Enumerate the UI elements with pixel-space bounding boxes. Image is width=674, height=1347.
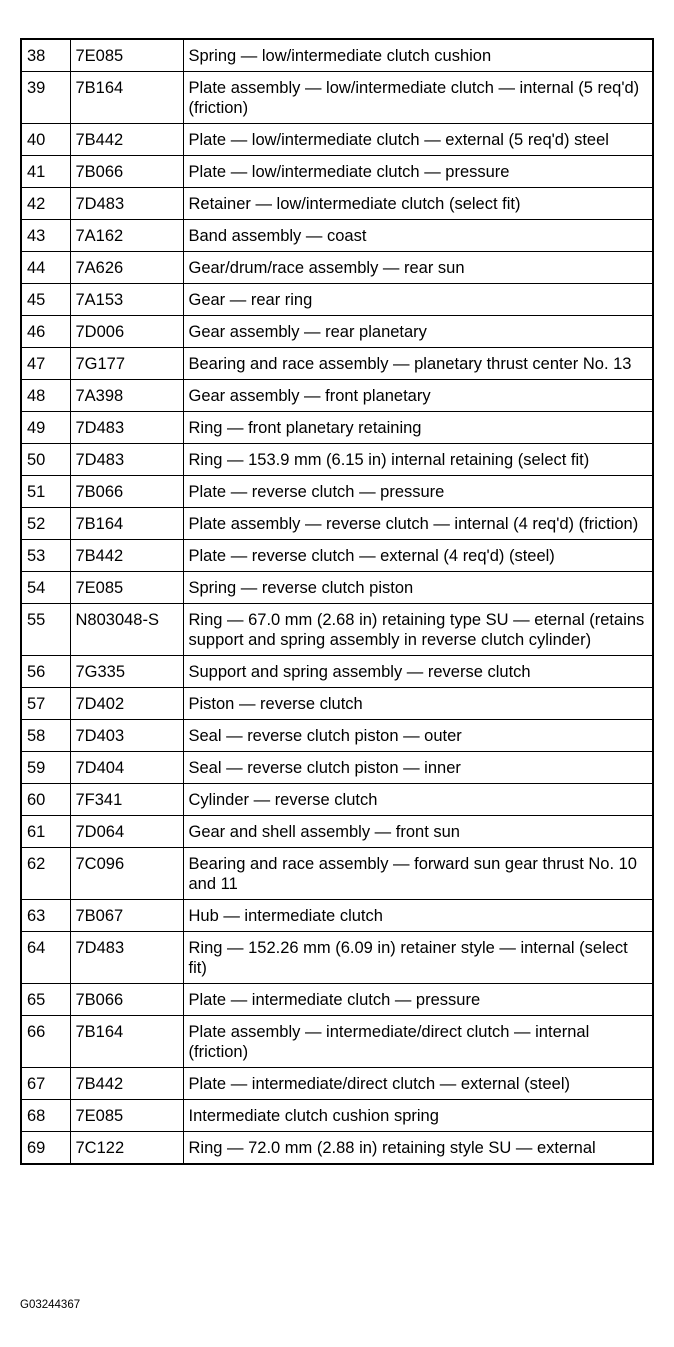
item-number-cell: 46 xyxy=(21,316,70,348)
part-number-cell: 7B164 xyxy=(70,72,183,124)
item-number-cell: 51 xyxy=(21,476,70,508)
description-cell: Piston — reverse clutch xyxy=(183,688,653,720)
table-row xyxy=(21,900,653,932)
item-number-cell: 69 xyxy=(21,1132,70,1165)
item-number-cell: 45 xyxy=(21,284,70,316)
part-number-cell: 7G335 xyxy=(70,656,183,688)
table-row xyxy=(21,476,653,508)
item-number-cell: 58 xyxy=(21,720,70,752)
description-cell: Cylinder — reverse clutch xyxy=(183,784,653,816)
item-number-cell: 43 xyxy=(21,220,70,252)
description-cell: Plate assembly — reverse clutch — internal (4 req'd) (friction) xyxy=(183,508,653,540)
table-row xyxy=(21,380,653,412)
part-number-cell: 7B066 xyxy=(70,156,183,188)
part-number-cell: 7D483 xyxy=(70,444,183,476)
part-number-cell: 7B164 xyxy=(70,508,183,540)
table-row xyxy=(21,572,653,604)
description-cell: Plate — low/intermediate clutch — external (5 req'd) steel xyxy=(183,124,653,156)
item-number-cell: 54 xyxy=(21,572,70,604)
description-cell: Plate — reverse clutch — external (4 req'd) (steel) xyxy=(183,540,653,572)
item-number-cell: 55 xyxy=(21,604,70,656)
part-number-cell: 7D483 xyxy=(70,412,183,444)
part-number-cell: 7D402 xyxy=(70,688,183,720)
table-row xyxy=(21,1132,653,1165)
table-row xyxy=(21,124,653,156)
part-number-cell: 7E085 xyxy=(70,572,183,604)
parts-table xyxy=(20,38,654,1165)
table-row xyxy=(21,348,653,380)
table-row xyxy=(21,1068,653,1100)
part-number-cell: 7B164 xyxy=(70,1016,183,1068)
description-cell: Band assembly — coast xyxy=(183,220,653,252)
table-row xyxy=(21,1100,653,1132)
part-number-cell: 7B442 xyxy=(70,124,183,156)
description-cell: Retainer — low/intermediate clutch (select fit) xyxy=(183,188,653,220)
part-number-cell: 7D404 xyxy=(70,752,183,784)
item-number-cell: 61 xyxy=(21,816,70,848)
part-number-cell: 7D483 xyxy=(70,932,183,984)
description-cell: Ring — front planetary retaining xyxy=(183,412,653,444)
table-row xyxy=(21,720,653,752)
part-number-cell: 7A626 xyxy=(70,252,183,284)
table-row xyxy=(21,816,653,848)
description-cell: Seal — reverse clutch piston — outer xyxy=(183,720,653,752)
description-cell: Spring — low/intermediate clutch cushion xyxy=(183,39,653,72)
item-number-cell: 39 xyxy=(21,72,70,124)
part-number-cell: 7A153 xyxy=(70,284,183,316)
figure-id: G03244367 xyxy=(20,1299,81,1311)
item-number-cell: 42 xyxy=(21,188,70,220)
description-cell: Gear — rear ring xyxy=(183,284,653,316)
item-number-cell: 65 xyxy=(21,984,70,1016)
item-number-cell: 68 xyxy=(21,1100,70,1132)
description-cell: Ring — 67.0 mm (2.68 in) retaining type SU — eternal (retains support and spring assembly in reverse clutch cylinder) xyxy=(183,604,653,656)
table-row xyxy=(21,72,653,124)
item-number-cell: 56 xyxy=(21,656,70,688)
description-cell: Ring — 72.0 mm (2.88 in) retaining style SU — external xyxy=(183,1132,653,1165)
table-row xyxy=(21,508,653,540)
table-row xyxy=(21,752,653,784)
description-cell: Bearing and race assembly — planetary thrust center No. 13 xyxy=(183,348,653,380)
table-row xyxy=(21,39,653,72)
description-cell: Spring — reverse clutch piston xyxy=(183,572,653,604)
description-cell: Plate assembly — low/intermediate clutch — internal (5 req'd) (friction) xyxy=(183,72,653,124)
part-number-cell: 7B066 xyxy=(70,476,183,508)
description-cell: Gear and shell assembly — front sun xyxy=(183,816,653,848)
item-number-cell: 62 xyxy=(21,848,70,900)
table-row xyxy=(21,156,653,188)
part-number-cell: 7A398 xyxy=(70,380,183,412)
item-number-cell: 41 xyxy=(21,156,70,188)
item-number-cell: 64 xyxy=(21,932,70,984)
table-row xyxy=(21,604,653,656)
item-number-cell: 44 xyxy=(21,252,70,284)
item-number-cell: 60 xyxy=(21,784,70,816)
table-row xyxy=(21,540,653,572)
part-number-cell: 7B442 xyxy=(70,1068,183,1100)
part-number-cell: 7E085 xyxy=(70,1100,183,1132)
description-cell: Seal — reverse clutch piston — inner xyxy=(183,752,653,784)
part-number-cell: 7B066 xyxy=(70,984,183,1016)
part-number-cell: 7G177 xyxy=(70,348,183,380)
table-row xyxy=(21,932,653,984)
part-number-cell: 7D403 xyxy=(70,720,183,752)
table-row xyxy=(21,316,653,348)
item-number-cell: 47 xyxy=(21,348,70,380)
table-row xyxy=(21,848,653,900)
description-cell: Gear/drum/race assembly — rear sun xyxy=(183,252,653,284)
description-cell: Intermediate clutch cushion spring xyxy=(183,1100,653,1132)
item-number-cell: 53 xyxy=(21,540,70,572)
description-cell: Gear assembly — rear planetary xyxy=(183,316,653,348)
table-row xyxy=(21,220,653,252)
table-row xyxy=(21,444,653,476)
table-row xyxy=(21,252,653,284)
table-row xyxy=(21,284,653,316)
part-number-cell: 7C096 xyxy=(70,848,183,900)
part-number-cell: 7B067 xyxy=(70,900,183,932)
part-number-cell: 7E085 xyxy=(70,39,183,72)
table-row xyxy=(21,1016,653,1068)
part-number-cell: 7D006 xyxy=(70,316,183,348)
item-number-cell: 63 xyxy=(21,900,70,932)
table-row xyxy=(21,784,653,816)
part-number-cell: N803048-S xyxy=(70,604,183,656)
item-number-cell: 59 xyxy=(21,752,70,784)
part-number-cell: 7D064 xyxy=(70,816,183,848)
description-cell: Bearing and race assembly — forward sun gear thrust No. 10 and 11 xyxy=(183,848,653,900)
part-number-cell: 7F341 xyxy=(70,784,183,816)
item-number-cell: 67 xyxy=(21,1068,70,1100)
table-row xyxy=(21,412,653,444)
table-row xyxy=(21,688,653,720)
table-row xyxy=(21,656,653,688)
table-row xyxy=(21,188,653,220)
description-cell: Ring — 153.9 mm (6.15 in) internal retaining (select fit) xyxy=(183,444,653,476)
description-cell: Plate — intermediate/direct clutch — external (steel) xyxy=(183,1068,653,1100)
description-cell: Support and spring assembly — reverse clutch xyxy=(183,656,653,688)
part-number-cell: 7C122 xyxy=(70,1132,183,1165)
item-number-cell: 38 xyxy=(21,39,70,72)
item-number-cell: 49 xyxy=(21,412,70,444)
item-number-cell: 52 xyxy=(21,508,70,540)
description-cell: Plate — intermediate clutch — pressure xyxy=(183,984,653,1016)
part-number-cell: 7D483 xyxy=(70,188,183,220)
part-number-cell: 7B442 xyxy=(70,540,183,572)
part-number-cell: 7A162 xyxy=(70,220,183,252)
table-row xyxy=(21,984,653,1016)
item-number-cell: 50 xyxy=(21,444,70,476)
item-number-cell: 66 xyxy=(21,1016,70,1068)
item-number-cell: 48 xyxy=(21,380,70,412)
item-number-cell: 40 xyxy=(21,124,70,156)
description-cell: Plate assembly — intermediate/direct clutch — internal (friction) xyxy=(183,1016,653,1068)
parts-table-body xyxy=(21,39,653,1164)
description-cell: Plate — reverse clutch — pressure xyxy=(183,476,653,508)
description-cell: Ring — 152.26 mm (6.09 in) retainer style — internal (select fit) xyxy=(183,932,653,984)
description-cell: Hub — intermediate clutch xyxy=(183,900,653,932)
description-cell: Gear assembly — front planetary xyxy=(183,380,653,412)
description-cell: Plate — low/intermediate clutch — pressure xyxy=(183,156,653,188)
item-number-cell: 57 xyxy=(21,688,70,720)
